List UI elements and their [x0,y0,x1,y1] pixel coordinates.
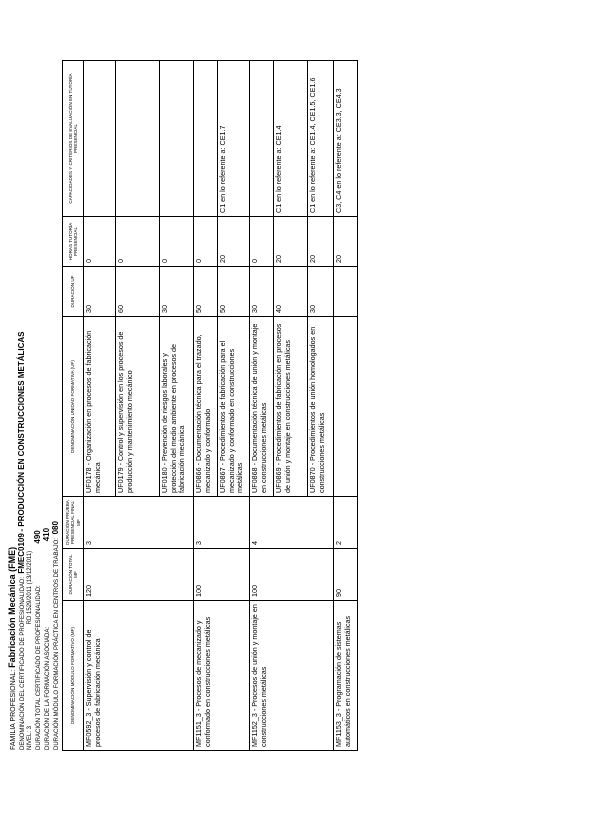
nivel-line [27,50,34,750]
duracion-total-label: DURACIÓN TOTAL CERTIFICADO DE PROFESIONALIDAD: [36,585,42,750]
col-dur-prueba: DURACIÓN PRUEBA PRESENCIAL FINAL MF [63,497,84,549]
uf-name: UF0868 - Documentación técnica de unión y montaje en construcciones metálicas [250,317,274,497]
uf-criteria [84,61,116,217]
uf-criteria [194,61,218,217]
duracion-practicas-label: DURACIÓN MÓDULO FORMACIÓN PRÁCTICA EN CENTROS DE TRABAJO: [54,538,60,750]
document-header [8,50,61,750]
table-row [194,61,218,751]
duracion-total-value: 490 [33,530,42,544]
col-horas: HORAS TUTORÍA PRESENCIAL [63,217,84,267]
duracion-practicas-line [52,50,61,750]
uf-name: UF0869 - Procedimientos de fabricación en procesos de unión y montaje en construcciones metálicas [274,317,308,497]
uf-duration: 30 [160,267,194,317]
col-mf: DENOMINACIÓN MÓDULO FORMATIVO (MF) [63,601,84,751]
mf-duration: 90 [334,549,358,601]
uf-criteria: C3, C4 en lo referente a: CE3.3, CE4.3 [334,61,358,217]
uf-name: UF0866 - Documentación técnica para el trazado, mecanizado y conformado [194,317,218,497]
uf-tutoria-hours: 20 [308,217,334,267]
uf-tutoria-hours: 0 [194,217,218,267]
mf-duration: 100 [250,549,334,601]
uf-duration: 60 [116,267,160,317]
table-row [250,61,274,751]
uf-criteria [160,61,194,217]
uf-duration: 30 [308,267,334,317]
uf-criteria: C1 en lo referente a: CE1.7 [218,61,250,217]
cert-code: FMEC0109 [17,533,26,574]
uf-tutoria-hours: 20 [274,217,308,267]
rd-reference: RD 1529/2011 (13/12/2011) [27,550,33,625]
uf-tutoria-hours: 0 [84,217,116,267]
uf-name: UF0870 - Procedimientos de unión homologados en construcciones metálicas [308,317,334,497]
duracion-total-line [34,50,43,750]
uf-duration: 40 [274,267,308,317]
uf-name: UF0178 - Organización en procesos de fabricación mecánica [84,317,116,497]
uf-tutoria-hours: 0 [116,217,160,267]
uf-criteria [250,61,274,217]
table-row [334,61,358,751]
uf-tutoria-hours: 20 [218,217,250,267]
mf-exam-duration: 3 [194,497,250,549]
duracion-asociada-line [43,50,52,750]
mf-exam-duration: 3 [84,497,194,549]
mf-duration: 100 [194,549,250,601]
duracion-practicas-value: 080 [51,521,60,535]
uf-tutoria-hours: 0 [160,217,194,267]
familia-value: Fabricación Mecánica (FME) [7,546,17,668]
uf-duration: 50 [194,267,218,317]
col-uf: DENOMINACIÓN UNIDAD FORMATIVA (UF) [63,317,84,497]
familia-label: FAMILIA PROFESIONAL: [10,669,17,750]
duracion-asociada-label: DURACIÓN DE LA FORMACIÓN ASOCIADA: [45,626,51,750]
col-dur-mf: DURACIÓN TOTAL MF [63,549,84,601]
denominacion-line [18,50,27,750]
uf-duration [334,267,358,317]
uf-criteria: C1 en lo referente a: CE1.4, CE1.5, CE1.6 [308,61,334,217]
uf-tutoria-hours: 0 [250,217,274,267]
mf-name: MF1152_3 - Procesos de unión y montaje en construcciones metálicas [250,601,334,751]
mf-name: MF0592_3 - Supervisión y control de procesos de fabricación mecánica [84,601,194,751]
uf-duration: 50 [218,267,250,317]
cert-name: - PRODUCCIÓN EN CONSTRUCCIONES METÁLICAS [17,331,26,532]
col-dur-uf: DURACIÓN UF [63,267,84,317]
mf-exam-duration: 2 [334,497,358,549]
uf-tutoria-hours: 20 [334,217,358,267]
nivel-label: NIVEL: 3 [27,725,33,750]
table-header-row [63,61,84,751]
uf-criteria [116,61,160,217]
uf-duration: 30 [84,267,116,317]
duracion-asociada-value: 410 [42,527,51,542]
table-row [84,61,116,751]
uf-name: UF0867 - Procedimientos de fabricación para el mecanizado y conformado en construcciones metálicas [218,317,250,497]
mf-duration: 120 [84,549,194,601]
uf-name: UF0179 - Control y supervisión en los procesos de producción y mantenimiento mecánico [116,317,160,497]
denominacion-label: DENOMINACIÓN DEL CERTIFICADO DE PROFESIONALIDAD: [20,576,26,750]
uf-name [334,317,358,497]
mf-exam-duration: 4 [250,497,334,549]
uf-duration: 30 [250,267,274,317]
uf-name: UF0180 - Prevención de riesgos laborales y protección del medio ambiente en procesos de fabricación mecánica [160,317,194,497]
mf-name: MF1153_3 - Programación de sistemas automáticos en construcciones metálicas [334,601,358,751]
col-capacidades: CAPACIDADES Y CRITERIOS DE EVALUACIÓN EN TUTORÍA PRESENCIAL [63,61,84,217]
uf-criteria: C1 en lo referente a: CE1.4 [274,61,308,217]
mf-name: MF1151_3 - Procesos de mecanizado y conformado en construcciones metálicas [194,601,250,751]
modules-table [62,60,358,751]
